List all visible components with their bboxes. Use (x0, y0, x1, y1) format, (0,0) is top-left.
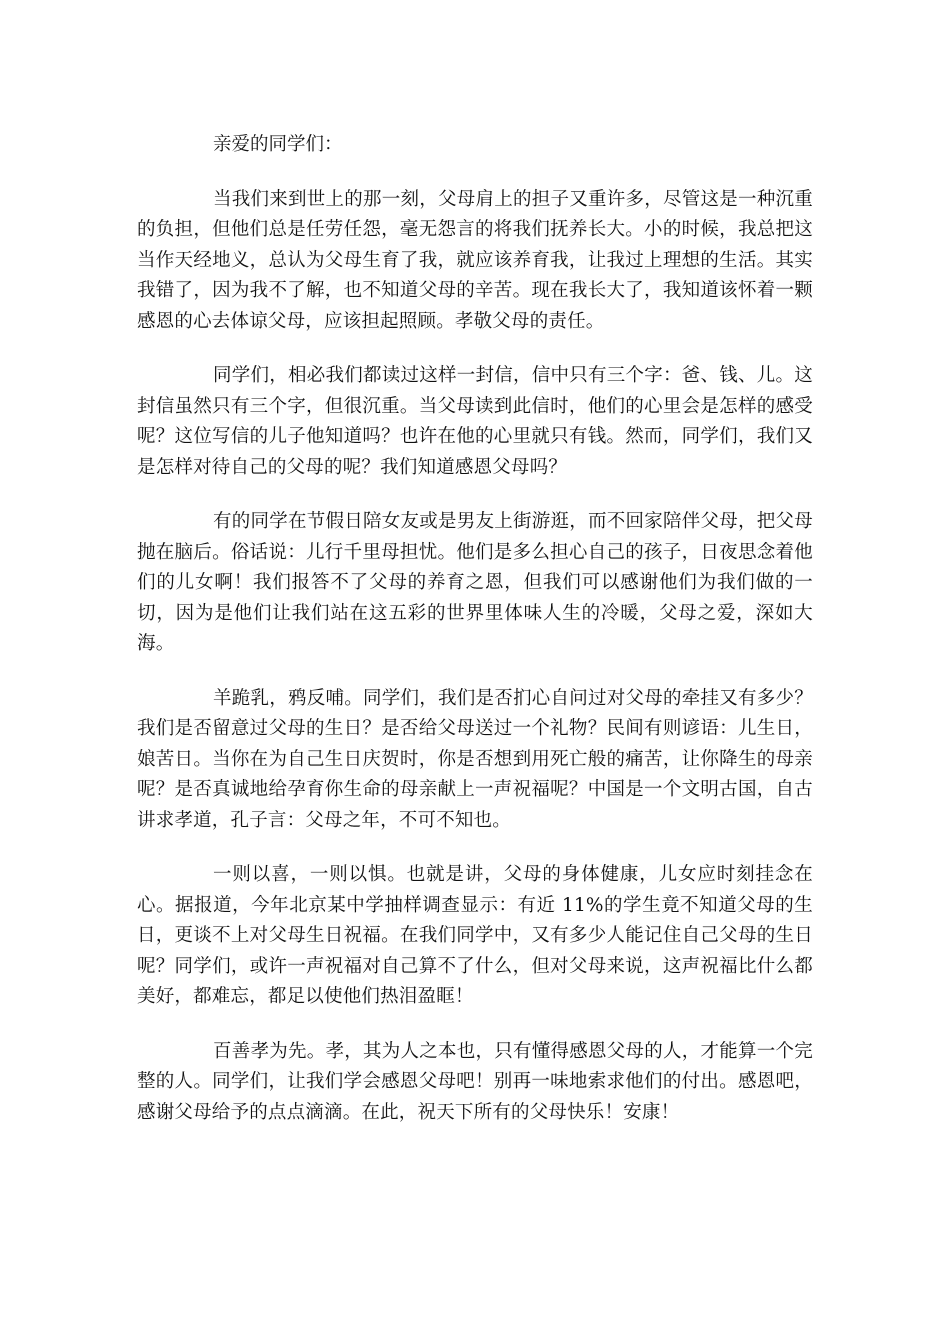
paragraph-5: 一则以喜，一则以惧。也就是讲，父母的身体健康，儿女应时刻挂念在心。据报道，今年北京某中学抽样调查显示：有近 11%的学生竟不知道父母的生日，更谈不上对父母生日祝福。在我们同学中，又有多少人能记住自己父母的生日呢？同学们，或许一声祝福对自己算不了什么，但对父母来说，这声祝福比什么都美好，都难忘，都足以使他们热泪盈眶！ (137, 864, 813, 1007)
paragraph-1: 当我们来到世上的那一刻，父母肩上的担子又重许多，尽管这是一种沉重的负担，但他们总是任劳任怨，毫无怨言的将我们抚养长大。小的时候，我总把这当作天经地义，总认为父母生育了我，就应该养育我，让我过上理想的生活。其实我错了，因为我不了解，也不知道父母的辛苦。现在我长大了，我知道该怀着一颗感恩的心去体谅父母，应该担起照顾。孝敬父母的责任。 (137, 188, 813, 332)
paragraph-4: 羊跪乳，鸦反哺。同学们，我们是否扪心自问过对父母的牵挂又有多少？我们是否留意过父母的生日？是否给父母送过一个礼物？民间有则谚语：儿生日，娘苦日。当你在为自己生日庆贺时，你是否想到用死亡般的痛苦，让你降生的母亲呢？是否真诚地给孕育你生命的母亲献上一声祝福呢？中国是一个文明古国，自古讲求孝道，孔子言：父母之年，不可不知也。 (137, 687, 813, 831)
paragraph-6: 百善孝为先。孝，其为人之本也，只有懂得感恩父母的人，才能算一个完整的人。同学们，让我们学会感恩父母吧！别再一味地索求他们的付出。感恩吧，感谢父母给予的点点滴滴。在此，祝天下所有的父母快乐！安康！ (137, 1040, 813, 1123)
salutation: 亲爱的同学们： (213, 134, 343, 155)
paragraph-2: 同学们，相必我们都读过这样一封信，信中只有三个字：爸、钱、儿。这封信虽然只有三个字，但很沉重。当父母读到此信时，他们的心里会是怎样的感受呢？这位写信的儿子他知道吗？也许在他的心里就只有钱。然而，同学们，我们又是怎样对待自己的父母的呢？我们知道感恩父母吗？ (137, 365, 813, 478)
paragraph-3: 有的同学在节假日陪女友或是男友上街游逛，而不回家陪伴父母，把父母抛在脑后。俗话说：儿行千里母担忧。他们是多么担心自己的孩子，日夜思念着他们的儿女啊！我们报答不了父母的养育之恩，但我们可以感谢他们为我们做的一切，因为是他们让我们站在这五彩的世界里体味人生的冷暖，父母之爱，深如大海。 (137, 511, 813, 654)
document-page (137, 130, 813, 1152)
